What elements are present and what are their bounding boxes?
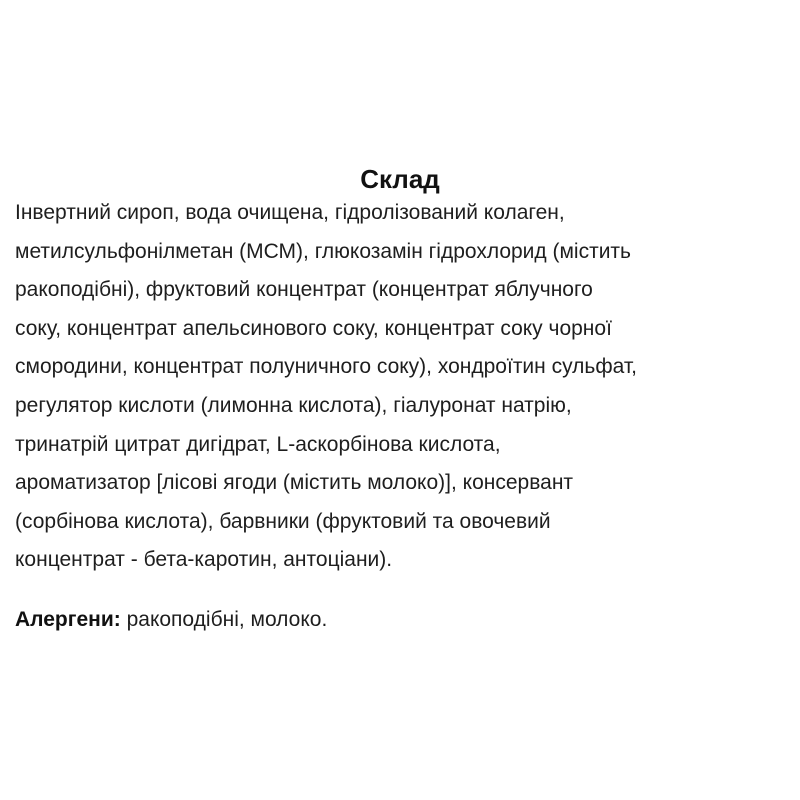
ingredients-line: метилсульфонілметан (МСМ), глюкозамін гідрохлорид (містить — [15, 239, 631, 263]
ingredients-line: смородини, концентрат полуничного соку), хондроїтин сульфат, — [15, 355, 637, 379]
composition-document — [15, 160, 785, 640]
allergens-value: ракоподібні, молоко. — [126, 607, 328, 631]
ingredients-line: ароматизатор [лісові ягоди (містить молоко)], консервант — [15, 471, 574, 495]
ingredients-line: ракоподібні), фруктовий концентрат (концентрат яблучного — [15, 278, 593, 302]
ingredients-line: регулятор кислоти (лимонна кислота), гіалуронат натрію, — [15, 393, 572, 417]
ingredients-line: соку, концентрат апельсинового соку, концентрат соку чорної — [15, 316, 612, 340]
allergens-statement — [15, 601, 785, 640]
page-title: Склад — [360, 164, 440, 194]
ingredients-paragraph — [15, 194, 785, 580]
ingredients-line: концентрат - бета-каротин, антоціани). — [15, 548, 393, 572]
allergens-label: Алергени: — [15, 607, 121, 631]
ingredients-line: тринатрій цитрат дигідрат, L-аскорбінова кислота, — [15, 432, 501, 456]
ingredients-line: Інвертний сироп, вода очищена, гідролізований колаген, — [15, 201, 565, 224]
ingredients-line: (сорбінова кислота), барвники (фруктовий та овочевий — [15, 509, 551, 533]
